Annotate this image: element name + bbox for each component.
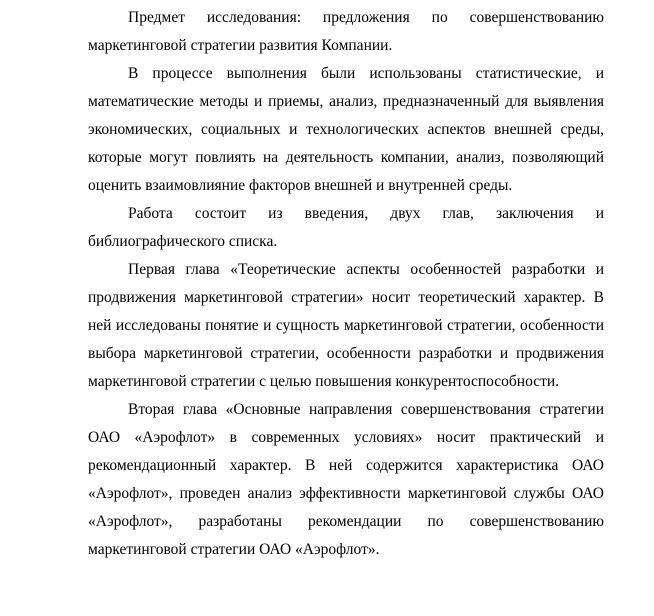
- paragraph-methods: В процессе выполнения были использованы статистические, и математические методы и приемы, анализ, предназначенный для выявления экономических, социальных и технологических аспектов внешней среды, которые могут повлиять на деятельность компании, анализ, позволяющий оценить взаимовлияние факторов внешней и внутренней среды.: [88, 65, 604, 194]
- paragraph-structure: Работа состоит из введения, двух глав, заключения и библиографического списка.: [88, 205, 604, 250]
- paragraph-chapter-two: Вторая глава «Основные направления совершенствования стратегии ОАО «Аэрофлот» в современных условиях» носит практический и рекомендационный характер. В ней содержится характеристика ОАО «Аэрофлот», проведен анализ эффективности маркетинговой службы ОАО «Аэрофлот», разработаны рекомендации по совершенствованию маркетинговой стратегии ОАО «Аэрофлот».: [88, 401, 604, 558]
- paragraph-research-subject: Предмет исследования: предложения по совершенствованию маркетинговой стратегии развития Компании.: [88, 9, 604, 54]
- paragraph-chapter-one: Первая глава «Теоретические аспекты особенностей разработки и продвижения маркетинговой стратегии» носит теоретический характер. В ней исследованы понятие и сущность маркетинговой стратегии, особенности выбора маркетинговой стратегии, особенности разработки и продвижения маркетинговой стратегии с целью повышения конкурентоспособности.: [88, 261, 604, 390]
- document-page: [88, 4, 604, 564]
